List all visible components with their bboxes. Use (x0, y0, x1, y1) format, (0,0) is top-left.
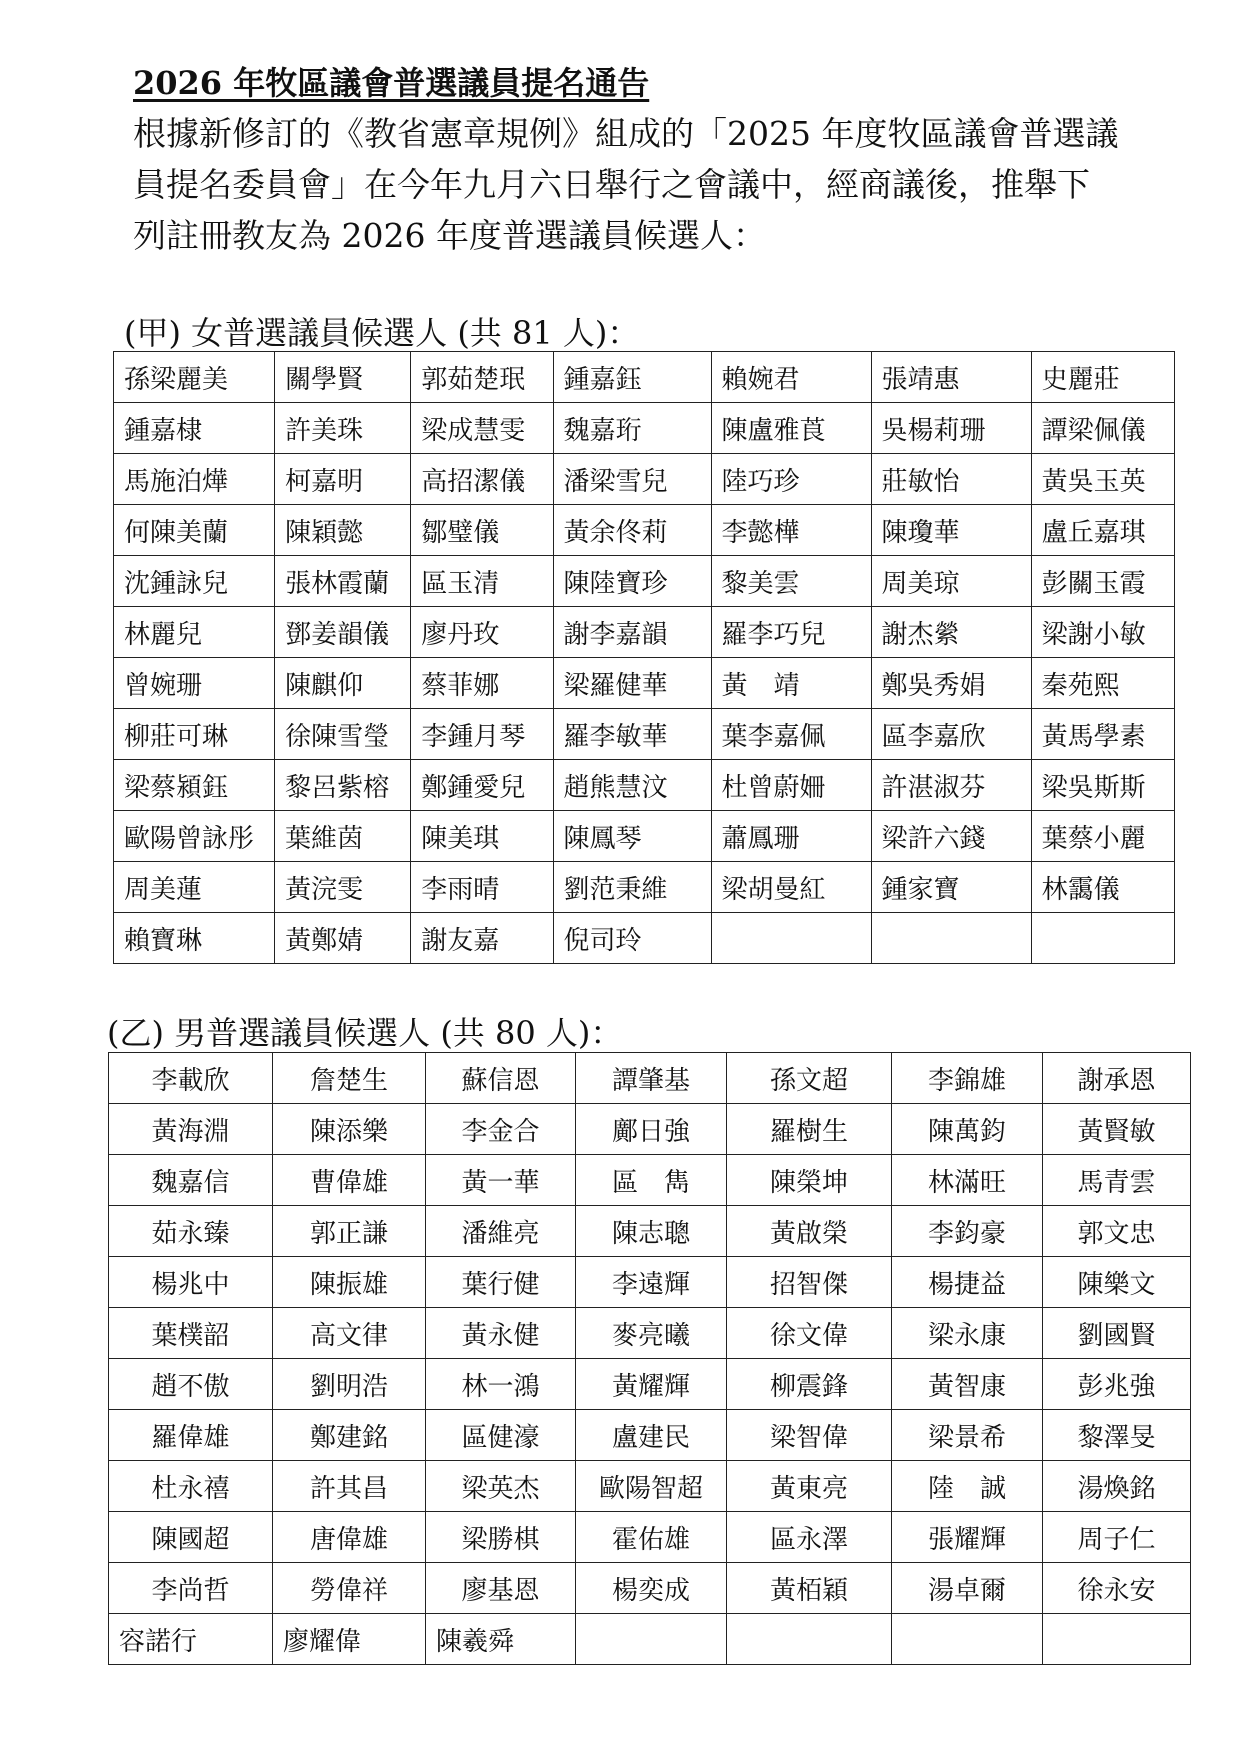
candidate-name-cell: 謝友嘉 (411, 913, 553, 964)
candidate-name-cell: 柳莊可琳 (114, 709, 275, 760)
candidate-name-cell: 柯嘉明 (275, 454, 411, 505)
candidate-name-cell: 林滿旺 (892, 1155, 1043, 1206)
candidate-name-cell: 林靄儀 (1031, 862, 1174, 913)
candidate-name-cell: 鄭建銘 (273, 1410, 426, 1461)
candidate-name-cell: 羅樹生 (727, 1104, 892, 1155)
male-table-row (109, 1308, 1191, 1359)
candidate-name-cell: 葉維茵 (275, 811, 411, 862)
candidate-name-cell: 高招潔儀 (411, 454, 553, 505)
candidate-name-cell: 葉蔡小麗 (1031, 811, 1174, 862)
candidate-name-cell: 蔡菲娜 (411, 658, 553, 709)
candidate-name-cell: 梁胡曼紅 (711, 862, 871, 913)
candidate-name-cell: 杜曾蔚姍 (711, 760, 871, 811)
candidate-name-cell: 盧建民 (576, 1410, 727, 1461)
candidate-name-cell: 盧丘嘉琪 (1031, 505, 1174, 556)
candidate-name-cell: 陳瓊華 (871, 505, 1031, 556)
candidate-name-cell: 郭正謙 (273, 1206, 426, 1257)
candidate-name-cell: 趙不傲 (109, 1359, 273, 1410)
male-table-row (109, 1614, 1191, 1665)
candidate-name-cell: 陳鳳琴 (553, 811, 711, 862)
male-table-row (109, 1206, 1191, 1257)
candidate-name-cell: 梁蔡潁鈺 (114, 760, 275, 811)
candidate-name-cell: 馬青雲 (1043, 1155, 1191, 1206)
candidate-name-cell: 彭兆強 (1043, 1359, 1191, 1410)
candidate-name-cell: 唐偉雄 (273, 1512, 426, 1563)
candidate-name-cell: 湯卓爾 (892, 1563, 1043, 1614)
candidate-name-cell: 黃啟榮 (727, 1206, 892, 1257)
candidate-name-cell: 孫梁麗美 (114, 352, 275, 403)
candidate-name-cell: 許其昌 (273, 1461, 426, 1512)
candidate-name-cell: 區健濠 (426, 1410, 576, 1461)
intro-line: 列註冊教友為 2026 年度普選議員候選人： (133, 216, 766, 255)
male-table-row (109, 1461, 1191, 1512)
candidate-name-cell: 許美珠 (275, 403, 411, 454)
candidate-name-cell: 梁成慧雯 (411, 403, 553, 454)
female-candidates-table (113, 351, 1175, 964)
candidate-name-cell: 杜永禧 (109, 1461, 273, 1512)
male-table-row (109, 1257, 1191, 1308)
candidate-name-cell: 謝承恩 (1043, 1053, 1191, 1104)
candidate-name-cell: 李雨晴 (411, 862, 553, 913)
candidate-name-cell: 李尚哲 (109, 1563, 273, 1614)
candidate-name-cell: 周美琼 (871, 556, 1031, 607)
candidate-name-cell: 謝杰縈 (871, 607, 1031, 658)
candidate-name-cell: 黃東亮 (727, 1461, 892, 1512)
candidate-name-cell: 孫文超 (727, 1053, 892, 1104)
candidate-name-cell (1031, 913, 1174, 964)
intro-line: 員提名委員會」在今年九月六日舉行之會議中，經商議後，推舉下 (133, 165, 1090, 204)
candidate-name-cell: 秦苑熙 (1031, 658, 1174, 709)
candidate-name-cell: 張耀輝 (892, 1512, 1043, 1563)
candidate-name-cell: 羅李敏華 (553, 709, 711, 760)
candidate-name-cell (1043, 1614, 1191, 1665)
notice-title: 2026 年牧區議會普選議員提名通告 (133, 64, 650, 102)
candidate-name-cell: 鄭鍾愛兒 (411, 760, 553, 811)
candidate-name-cell: 黃鄭婧 (275, 913, 411, 964)
candidate-name-cell: 楊捷益 (892, 1257, 1043, 1308)
candidate-name-cell: 鄧姜韻儀 (275, 607, 411, 658)
candidate-name-cell: 陳羲舜 (426, 1614, 576, 1665)
candidate-name-cell: 陳榮坤 (727, 1155, 892, 1206)
candidate-name-cell: 廖耀偉 (273, 1614, 426, 1665)
male-table-row (109, 1155, 1191, 1206)
candidate-name-cell: 陳美琪 (411, 811, 553, 862)
female-table-row (114, 811, 1175, 862)
candidate-name-cell: 張林霞蘭 (275, 556, 411, 607)
candidate-name-cell: 羅偉雄 (109, 1410, 273, 1461)
candidate-name-cell: 葉行健 (426, 1257, 576, 1308)
candidate-name-cell: 潘梁雪兒 (553, 454, 711, 505)
candidate-name-cell: 容諾行 (109, 1614, 273, 1665)
candidate-name-cell: 黃耀輝 (576, 1359, 727, 1410)
candidate-name-cell: 廖基恩 (426, 1563, 576, 1614)
candidate-name-cell: 史麗莊 (1031, 352, 1174, 403)
candidate-name-cell: 周美蓮 (114, 862, 275, 913)
candidate-name-cell: 陳陸寶珍 (553, 556, 711, 607)
candidate-name-cell: 陳穎懿 (275, 505, 411, 556)
candidate-name-cell: 魏嘉珩 (553, 403, 711, 454)
candidate-name-cell: 譚肇基 (576, 1053, 727, 1104)
candidate-name-cell (711, 913, 871, 964)
candidate-name-cell: 梁許六錢 (871, 811, 1031, 862)
candidate-name-cell: 趙熊慧汶 (553, 760, 711, 811)
intro-line: 根據新修訂的《教省憲章規例》組成的「2025 年度牧區議會普選議 (133, 114, 1119, 153)
candidate-name-cell: 陳振雄 (273, 1257, 426, 1308)
candidate-name-cell: 蘇信恩 (426, 1053, 576, 1104)
candidate-name-cell: 李錦雄 (892, 1053, 1043, 1104)
candidate-name-cell: 區 雋 (576, 1155, 727, 1206)
candidate-name-cell: 沈鍾詠兒 (114, 556, 275, 607)
candidate-name-cell: 林麗兒 (114, 607, 275, 658)
candidate-name-cell: 林一鴻 (426, 1359, 576, 1410)
candidate-name-cell: 梁吳斯斯 (1031, 760, 1174, 811)
candidate-name-cell: 麥亮曦 (576, 1308, 727, 1359)
candidate-name-cell: 廖丹玫 (411, 607, 553, 658)
candidate-name-cell: 歐陽智超 (576, 1461, 727, 1512)
candidate-name-cell: 彭關玉霞 (1031, 556, 1174, 607)
candidate-name-cell: 馬施泊燁 (114, 454, 275, 505)
candidate-name-cell: 陳添樂 (273, 1104, 426, 1155)
candidate-name-cell: 鍾家寶 (871, 862, 1031, 913)
candidate-name-cell: 楊兆中 (109, 1257, 273, 1308)
candidate-name-cell: 梁羅健華 (553, 658, 711, 709)
candidate-name-cell: 鄒璧儀 (411, 505, 553, 556)
candidate-name-cell: 鄺日強 (576, 1104, 727, 1155)
candidate-name-cell: 楊奕成 (576, 1563, 727, 1614)
candidate-name-cell: 魏嘉信 (109, 1155, 273, 1206)
candidate-name-cell: 鍾嘉鈺 (553, 352, 711, 403)
candidate-name-cell: 霍佑雄 (576, 1512, 727, 1563)
candidate-name-cell: 黃浣雯 (275, 862, 411, 913)
candidate-name-cell: 倪司玲 (553, 913, 711, 964)
candidate-name-cell: 葉李嘉佩 (711, 709, 871, 760)
candidate-name-cell: 葉樸韶 (109, 1308, 273, 1359)
candidate-name-cell: 歐陽曾詠彤 (114, 811, 275, 862)
candidate-name-cell: 莊敏怡 (871, 454, 1031, 505)
candidate-name-cell (576, 1614, 727, 1665)
candidate-name-cell: 李鍾月琴 (411, 709, 553, 760)
candidate-name-cell: 徐陳雪瑩 (275, 709, 411, 760)
candidate-name-cell (727, 1614, 892, 1665)
candidate-name-cell: 黃 靖 (711, 658, 871, 709)
candidate-name-cell: 陳萬鈞 (892, 1104, 1043, 1155)
candidate-name-cell: 湯煥銘 (1043, 1461, 1191, 1512)
male-table-row (109, 1104, 1191, 1155)
female-table-row (114, 658, 1175, 709)
candidate-name-cell: 區永澤 (727, 1512, 892, 1563)
candidate-name-cell: 黃一華 (426, 1155, 576, 1206)
candidate-name-cell: 梁智偉 (727, 1410, 892, 1461)
candidate-name-cell: 陳樂文 (1043, 1257, 1191, 1308)
candidate-name-cell: 蕭鳳珊 (711, 811, 871, 862)
female-table-row (114, 403, 1175, 454)
candidate-name-cell: 劉范秉維 (553, 862, 711, 913)
candidate-name-cell: 陳盧雅莨 (711, 403, 871, 454)
candidate-name-cell: 黃賢敏 (1043, 1104, 1191, 1155)
candidate-name-cell: 謝李嘉韻 (553, 607, 711, 658)
male-table-row (109, 1512, 1191, 1563)
candidate-name-cell: 勞偉祥 (273, 1563, 426, 1614)
candidate-name-cell: 區李嘉欣 (871, 709, 1031, 760)
candidate-name-cell: 黃栢穎 (727, 1563, 892, 1614)
candidate-name-cell: 吳楊莉珊 (871, 403, 1031, 454)
candidate-name-cell: 羅李巧兒 (711, 607, 871, 658)
male-table-row (109, 1563, 1191, 1614)
candidate-name-cell: 曹偉雄 (273, 1155, 426, 1206)
candidate-name-cell: 李金合 (426, 1104, 576, 1155)
candidate-name-cell: 黃智康 (892, 1359, 1043, 1410)
candidate-name-cell: 茹永臻 (109, 1206, 273, 1257)
female-table-row (114, 454, 1175, 505)
candidate-name-cell: 梁英杰 (426, 1461, 576, 1512)
candidate-name-cell: 徐文偉 (727, 1308, 892, 1359)
male-section-heading: (乙) 男普選議員候選人 (共 80 人)： (107, 1014, 623, 1052)
candidate-name-cell: 劉明浩 (273, 1359, 426, 1410)
candidate-name-cell: 區玉清 (411, 556, 553, 607)
candidate-name-cell: 周子仁 (1043, 1512, 1191, 1563)
candidate-name-cell: 梁謝小敏 (1031, 607, 1174, 658)
candidate-name-cell: 黎呂紫榕 (275, 760, 411, 811)
candidate-name-cell: 招智傑 (727, 1257, 892, 1308)
candidate-name-cell: 劉國賢 (1043, 1308, 1191, 1359)
notice-intro (133, 108, 1143, 261)
candidate-name-cell: 賴寶琳 (114, 913, 275, 964)
male-candidates-table (108, 1052, 1191, 1665)
female-table-row (114, 913, 1175, 964)
candidate-name-cell: 關學賢 (275, 352, 411, 403)
candidate-name-cell: 黃永健 (426, 1308, 576, 1359)
candidate-name-cell: 曾婉珊 (114, 658, 275, 709)
female-table-row (114, 709, 1175, 760)
candidate-name-cell: 賴婉君 (711, 352, 871, 403)
candidate-name-cell: 郭文忠 (1043, 1206, 1191, 1257)
candidate-name-cell: 高文律 (273, 1308, 426, 1359)
candidate-name-cell: 李遠輝 (576, 1257, 727, 1308)
candidate-name-cell: 黃余佟莉 (553, 505, 711, 556)
female-table-row (114, 862, 1175, 913)
candidate-name-cell: 徐永安 (1043, 1563, 1191, 1614)
candidate-name-cell: 黃吳玉英 (1031, 454, 1174, 505)
female-section-heading: (甲) 女普選議員候選人 (共 81 人)： (124, 314, 640, 352)
candidate-name-cell: 郭茹楚珉 (411, 352, 553, 403)
candidate-name-cell: 陳志聰 (576, 1206, 727, 1257)
female-table-row (114, 760, 1175, 811)
female-table-row (114, 607, 1175, 658)
female-table-row (114, 505, 1175, 556)
candidate-name-cell (892, 1614, 1043, 1665)
candidate-name-cell: 何陳美蘭 (114, 505, 275, 556)
candidate-name-cell: 梁景希 (892, 1410, 1043, 1461)
candidate-name-cell: 李載欣 (109, 1053, 273, 1104)
candidate-name-cell: 黎澤旻 (1043, 1410, 1191, 1461)
candidate-name-cell: 鄭吳秀娟 (871, 658, 1031, 709)
candidate-name-cell: 陳國超 (109, 1512, 273, 1563)
candidate-name-cell: 黃馬學素 (1031, 709, 1174, 760)
candidate-name-cell (871, 913, 1031, 964)
candidate-name-cell: 李鈞豪 (892, 1206, 1043, 1257)
candidate-name-cell: 潘維亮 (426, 1206, 576, 1257)
candidate-name-cell: 李懿樺 (711, 505, 871, 556)
male-table-row (109, 1053, 1191, 1104)
candidate-name-cell: 梁永康 (892, 1308, 1043, 1359)
candidate-name-cell: 陳麒仰 (275, 658, 411, 709)
male-table-row (109, 1359, 1191, 1410)
female-table-row (114, 352, 1175, 403)
candidate-name-cell: 許湛淑芬 (871, 760, 1031, 811)
candidate-name-cell: 黃海淵 (109, 1104, 273, 1155)
candidate-name-cell: 柳震鋒 (727, 1359, 892, 1410)
candidate-name-cell: 譚梁佩儀 (1031, 403, 1174, 454)
candidate-name-cell: 陸 誠 (892, 1461, 1043, 1512)
candidate-name-cell: 陸巧珍 (711, 454, 871, 505)
candidate-name-cell: 鍾嘉棣 (114, 403, 275, 454)
candidate-name-cell: 梁勝棋 (426, 1512, 576, 1563)
candidate-name-cell: 詹楚生 (273, 1053, 426, 1104)
candidate-name-cell: 黎美雲 (711, 556, 871, 607)
male-table-row (109, 1410, 1191, 1461)
candidate-name-cell: 張靖惠 (871, 352, 1031, 403)
female-table-row (114, 556, 1175, 607)
